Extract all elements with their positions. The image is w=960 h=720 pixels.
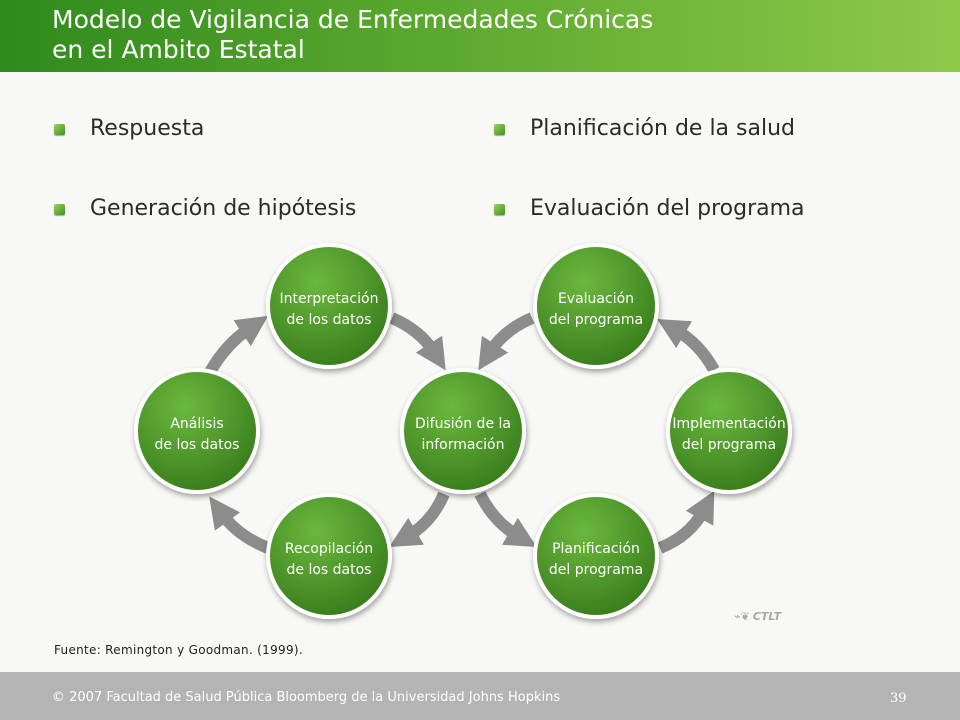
node-analisis-line-1: Análisis <box>170 416 224 432</box>
node-difusion-line-2: información <box>421 437 505 453</box>
node-difusion <box>402 370 524 492</box>
arrow-interpretacion-to-difusion <box>392 318 434 352</box>
bullet-label-respuesta: Respuesta <box>90 116 205 141</box>
node-analisis-line-2: de los datos <box>154 437 240 453</box>
page-number: 39 <box>890 691 907 706</box>
footer-bar <box>0 672 960 720</box>
bullet-label-generacion: Generación de hipótesis <box>90 196 357 221</box>
node-planificacion-line-1: Planificación <box>552 541 640 557</box>
node-planificacion-line-2: del programa <box>548 562 644 578</box>
bullet-label-evaluacion-programa: Evaluación del programa <box>530 196 805 221</box>
ctlt-logo-text: CTLT <box>752 610 782 623</box>
slide-title-line-2: en el Ambito Estatal <box>52 35 305 64</box>
node-interpretacion-line-1: Interpretación <box>279 291 379 307</box>
arrow-evaluacion-to-difusion <box>490 318 532 352</box>
node-interpretacion <box>268 245 390 367</box>
arrow-difusion-to-recopilacion <box>408 494 444 536</box>
node-evaluacion-line-2: del programa <box>548 312 644 328</box>
node-recopilacion <box>268 495 390 617</box>
bullet-label-planificacion-salud: Planificación de la salud <box>530 116 795 141</box>
arrow-recopilacion-to-analisis <box>222 514 268 548</box>
slide-title-line-1: Modelo de Vigilancia de Enfermedades Crónicas <box>52 5 654 34</box>
node-implementacion-line-1: Implementación <box>672 416 786 432</box>
node-recopilacion-line-2: de los datos <box>286 562 372 578</box>
node-difusion-line-1: Difusión de la <box>415 416 511 432</box>
node-implementacion-line-2: del programa <box>681 437 777 453</box>
arrow-analisis-to-interpretacion <box>210 328 250 372</box>
ctlt-logo <box>734 610 781 623</box>
ctlt-logo-icon: ⌁❦ <box>734 610 750 623</box>
node-implementacion <box>668 370 790 492</box>
source-citation: Fuente: Remington y Goodman. (1999). <box>54 643 303 657</box>
node-evaluacion <box>535 245 657 367</box>
node-analisis <box>136 370 258 492</box>
arrow-implementacion-to-evaluacion <box>676 330 714 370</box>
node-evaluacion-line-1: Evaluación <box>557 291 635 307</box>
node-interpretacion-line-2: de los datos <box>286 312 372 328</box>
node-recopilacion-line-1: Recopilación <box>284 541 374 557</box>
arrow-planificacion-to-implementacion <box>660 510 704 548</box>
arrow-difusion-to-planificacion <box>480 494 518 536</box>
footer-copyright: © 2007 Facultad de Salud Pública Bloomberg de la Universidad Johns Hopkins <box>52 690 561 705</box>
node-planificacion <box>535 495 657 617</box>
